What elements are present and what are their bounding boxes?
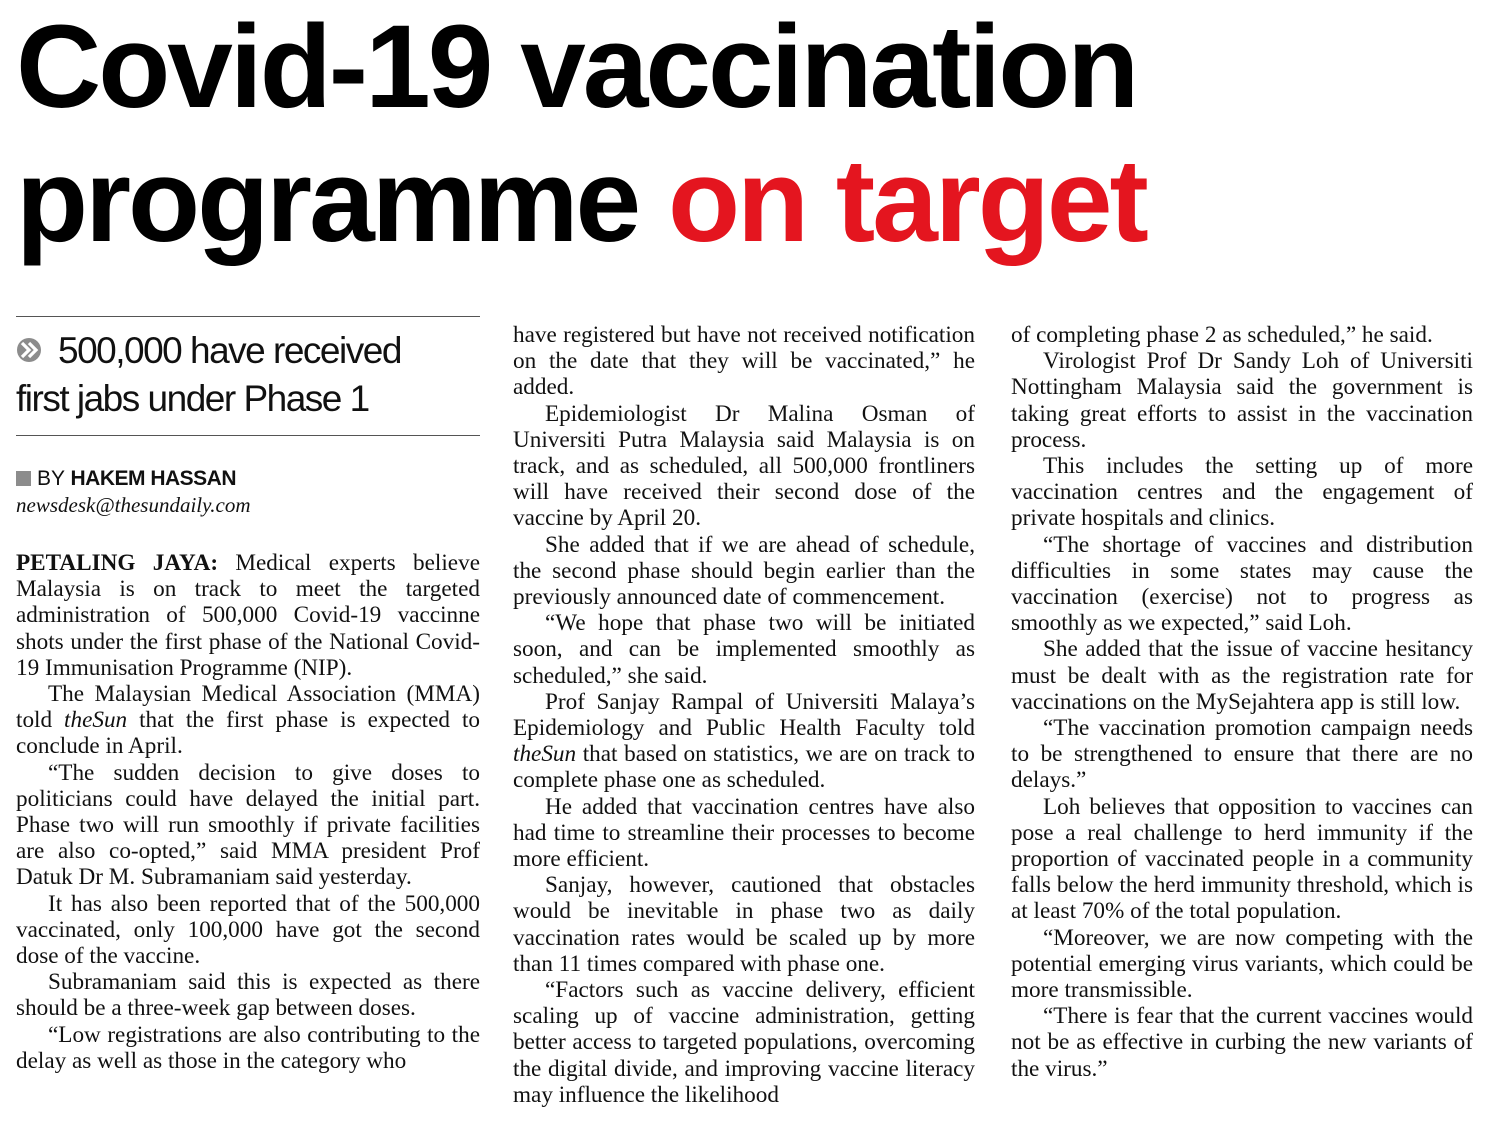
publication-name: theSun	[64, 707, 128, 734]
headline	[16, 0, 1496, 268]
subhead-bottom-rule	[16, 435, 480, 436]
paragraph: “Factors such as vaccine delivery, efficient scaling up of vaccine administration, getting better access to targeted populations, overcoming the digital divide, and improving vaccine literacy may influence the likelihood	[513, 977, 975, 1108]
paragraph: She added that the issue of vaccine hesitancy must be dealt with as the registration rate for vaccinations on the MySejahtera app is still low.	[1011, 636, 1473, 715]
paragraph: “There is fear that the current vaccines would not be as effective in curbing the new variants of the virus.”	[1011, 1003, 1473, 1082]
dateline: PETALING JAYA:	[16, 550, 219, 576]
paragraph-text: Medical experts believe Malaysia is on track to meet the targeted administration of 500,000 Covid-19 vaccinne shots under the first phase of the National Covid-19 Immunisation Programme (NIP).	[16, 550, 480, 681]
paragraph: “The shortage of vaccines and distribution difficulties in some states may cause the vaccination (exercise) not to progress as smoothly as we expected,” said Loh.	[1011, 531, 1473, 637]
paragraph: “Moreover, we are now competing with the potential emerging virus variants, which could be more transmissible.	[1011, 924, 1473, 1004]
double-chevron-right-icon	[16, 337, 50, 363]
headline-line-1: Covid-19 vaccination	[16, 1, 1137, 133]
paragraph: She added that if we are ahead of schedule, the second phase should begin earlier than the previously announced date of commencement.	[513, 531, 975, 611]
publication-name: theSun	[513, 741, 577, 768]
paragraph: Subramaniam said this is expected as there should be a three-week gap between doses.	[16, 969, 480, 1022]
headline-line-2	[16, 134, 1496, 268]
paragraph: He added that vaccination centres have also had time to streamline their processes to become more efficient.	[513, 793, 975, 873]
column-1-body	[16, 550, 480, 1074]
article-column-1	[16, 316, 480, 1074]
paragraph: “Low registrations are also contributing to the delay as well as those in the category who	[16, 1021, 480, 1074]
paragraph-text: The Malaysian Medical Association (MMA) told	[16, 681, 480, 734]
paragraph-text: Prof Sanjay Rampal of Universiti Malaya’s Epidemiology and Public Health Faculty told	[513, 688, 975, 742]
paragraph: Sanjay, however, cautioned that obstacles would be inevitable in phase two as daily vaccination rates would be scaled up by more than 11 times compared with phase one.	[513, 872, 975, 977]
paragraph-text: that the first phase is expected to conclude in April.	[16, 707, 480, 760]
headline-accent-text: on target	[667, 135, 1146, 267]
article-column-2	[513, 322, 975, 1108]
paragraph: Loh believes that opposition to vaccines can pose a real challenge to herd immunity if the proportion of vaccinated people in a community falls below the herd immunity threshold, which is at least 70% of the total population.	[1011, 793, 1473, 925]
paragraph: It has also been reported that of the 500,000 vaccinated, only 100,000 have got the second dose of the vaccine.	[16, 890, 480, 970]
paragraph: “The vaccination promotion campaign needs to be strengthened to ensure that there are no delays.”	[1011, 715, 1473, 794]
byline-prefix: BY	[37, 467, 65, 490]
paragraph	[16, 681, 480, 760]
paragraph	[16, 550, 480, 681]
paragraph: “The sudden decision to give doses to politicians could have delayed the initial part. Phase two will run smoothly if private facilities are also co-opted,” said MMA president Prof Datuk Dr M. Subramaniam said yesterday.	[16, 759, 480, 891]
square-icon	[16, 471, 31, 486]
paragraph: Epidemiologist Dr Malina Osman of Universiti Putra Malaysia said Malaysia is on track, and as scheduled, all 500,000 frontliners will have received their second dose of the vaccine by April 20.	[513, 400, 975, 532]
byline-author: HAKEM HASSAN	[70, 467, 236, 490]
paragraph: This includes the setting up of more vaccination centres and the engagement of private hospitals and clinics.	[1011, 453, 1473, 532]
article-column-3	[1011, 322, 1473, 1082]
byline	[16, 466, 480, 492]
paragraph: of completing phase 2 as scheduled,” he said.	[1011, 322, 1433, 348]
paragraph: Virologist Prof Dr Sandy Loh of Universiti Nottingham Malaysia said the government is taking great efforts to assist in the vaccination process.	[1011, 348, 1473, 453]
byline-email: newsdesk@thesundaily.com	[16, 493, 251, 517]
paragraph: “We hope that phase two will be initiated soon, and can be implemented smoothly as scheduled,” she said.	[513, 610, 975, 689]
paragraph-text: that based on statistics, we are on track to complete phase one as scheduled.	[513, 741, 975, 794]
subhead	[16, 317, 480, 435]
subhead-line-2: first jabs under Phase 1	[16, 378, 369, 419]
subhead-line-1: 500,000 have received	[58, 330, 401, 371]
paragraph: have registered but have not received notification on the date that they will be vaccinated,” he added.	[513, 322, 975, 401]
headline-main-text: programme	[16, 135, 668, 267]
paragraph	[513, 689, 975, 794]
